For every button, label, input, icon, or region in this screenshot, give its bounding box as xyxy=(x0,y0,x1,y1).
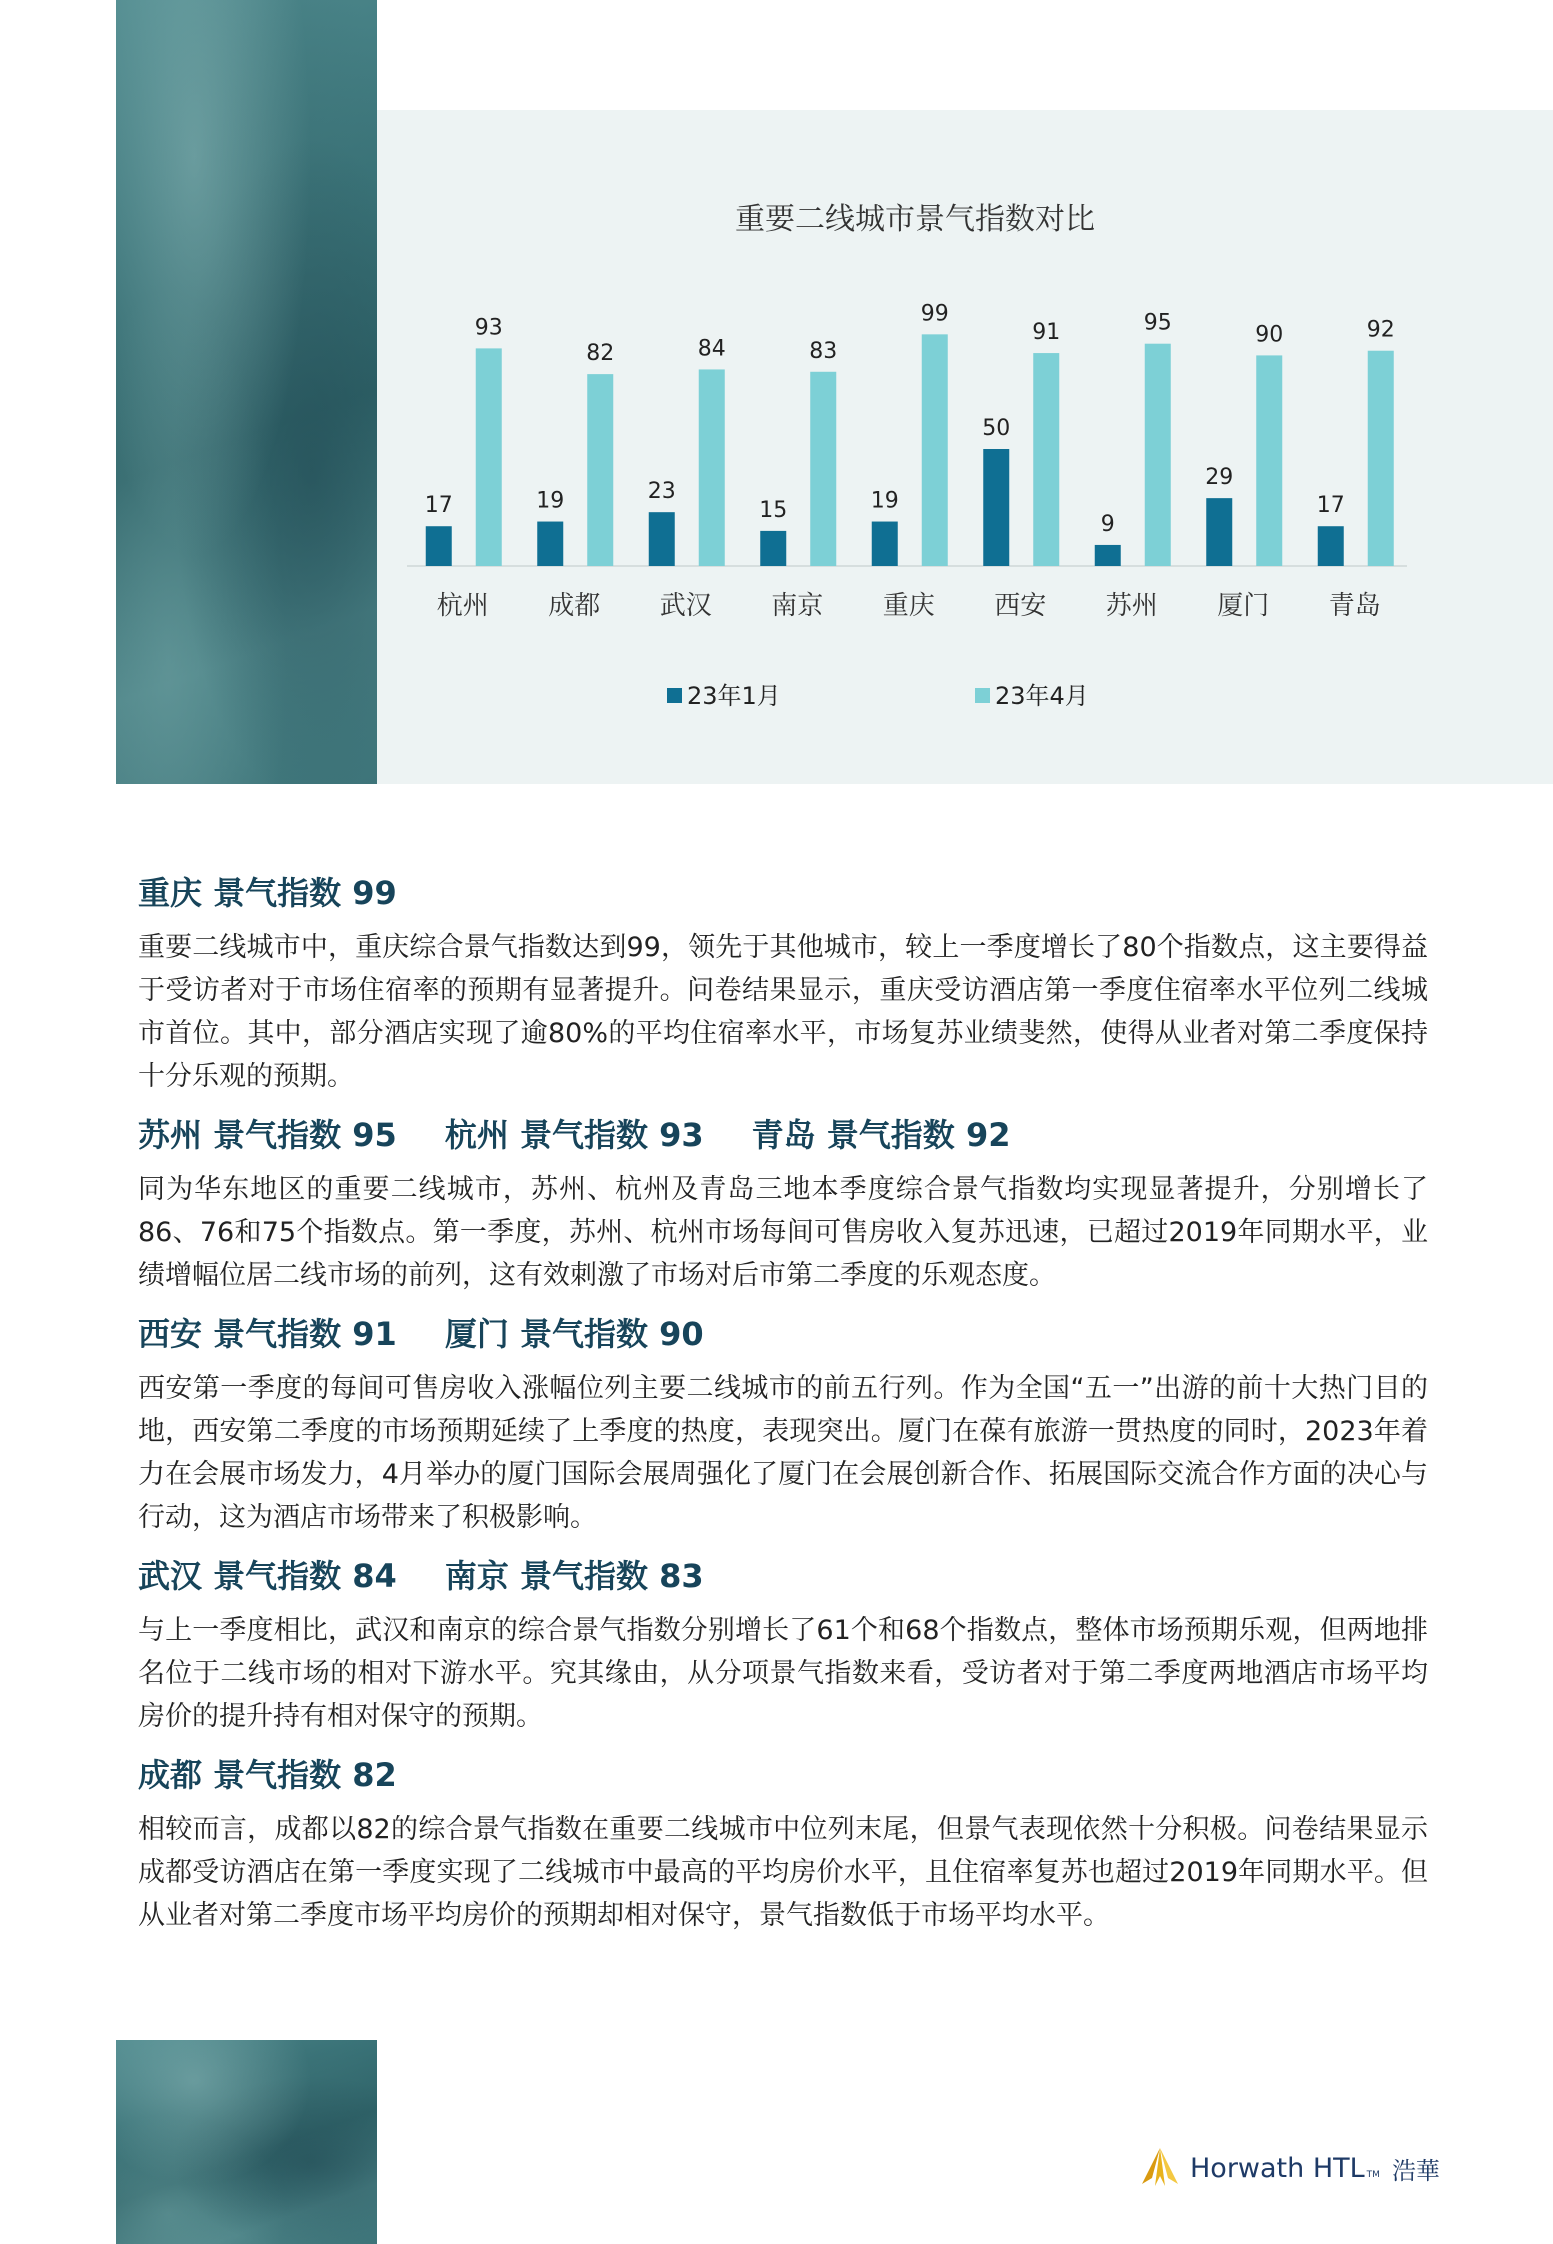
horwath-htl-logo xyxy=(1138,2146,1440,2190)
category-label: 厦门 xyxy=(1217,591,1270,621)
bar-jan xyxy=(537,522,563,566)
heading-nanjing: 南京 景气指数 83 xyxy=(444,1557,704,1595)
heading-hangzhou: 杭州 景气指数 93 xyxy=(444,1116,704,1154)
heading-wuhan: 武汉 景气指数 84 xyxy=(138,1557,397,1595)
section-heading xyxy=(138,1750,1428,1800)
heading-suzhou: 苏州 景气指数 95 xyxy=(138,1116,397,1154)
data-label: 19 xyxy=(870,488,899,514)
section-wuhan-nanjing xyxy=(138,1551,1428,1738)
bar-apr xyxy=(1145,344,1171,566)
bar-apr xyxy=(922,334,948,566)
section-heading xyxy=(138,868,1428,918)
section-heading xyxy=(138,1309,1428,1359)
section-paragraph-chongqing: 重要二线城市中，重庆综合景气指数达到99，领先于其他城市，较上一季度增长了80个指数点，这主要得益于受访者对于市场住宿率的预期有显著提升。问卷结果显示，重庆受访酒店第一季度住宿率水平位列二线城市首位。其中，部分酒店实现了逾80%的平均住宿率水平，市场复苏业绩斐然，使得从业者对第二季度保持十分乐观的预期。 xyxy=(138,932,1428,1092)
section-paragraph-suzhou-hangzhou-qingdao: 同为华东地区的重要二线城市，苏州、杭州及青岛三地本季度综合景气指数均实现显著提升，分别增长了86、76和75个指数点。第一季度，苏州、杭州市场每间可售房收入复苏迅速，已超过2019年同期水平，业绩增幅位居二线市场的前列，这有效刺激了市场对后市第二季度的乐观态度。 xyxy=(138,1174,1428,1291)
data-label: 95 xyxy=(1143,310,1172,336)
heading-xian: 西安 景气指数 91 xyxy=(138,1315,397,1353)
data-label: 90 xyxy=(1255,322,1284,348)
data-label: 29 xyxy=(1205,465,1234,491)
article-content xyxy=(138,868,1428,1949)
data-label: 83 xyxy=(809,338,838,364)
category-label: 苏州 xyxy=(1105,591,1158,621)
bar-jan xyxy=(983,449,1009,566)
category-label: 西安 xyxy=(994,591,1047,621)
legend-swatch xyxy=(975,688,990,703)
logo-text: Horwath HTL xyxy=(1190,2152,1365,2184)
category-label: 成都 xyxy=(548,591,601,621)
data-label: 99 xyxy=(920,301,949,327)
bar-apr xyxy=(1033,353,1059,566)
chart-legend xyxy=(667,682,1089,710)
chart-title: 重要二线城市景气指数对比 xyxy=(735,202,1095,237)
bar-apr xyxy=(587,374,613,566)
section-suzhou-hangzhou-qingdao xyxy=(138,1110,1428,1297)
bar-jan xyxy=(1206,498,1232,566)
data-label: 84 xyxy=(697,336,726,362)
data-label: 50 xyxy=(982,416,1011,441)
bar-apr xyxy=(1256,355,1282,566)
data-label: 23 xyxy=(647,479,676,505)
data-label: 17 xyxy=(424,493,453,519)
data-label: 82 xyxy=(586,341,615,367)
data-label: 17 xyxy=(1316,493,1345,519)
bar-jan xyxy=(1095,545,1121,566)
category-label: 杭州 xyxy=(436,591,489,621)
section-paragraph-wuhan-nanjing: 与上一季度相比，武汉和南京的综合景气指数分别增长了61个和68个指数点，整体市场预期乐观，但两地排名位于二线市场的相对下游水平。究其缘由，从分项景气指数来看，受访者对于第二季度两地酒店市场平均房价的提升持有相对保守的预期。 xyxy=(138,1615,1428,1732)
data-label: 93 xyxy=(474,315,503,341)
legend-swatch xyxy=(667,688,682,703)
data-label: 15 xyxy=(759,497,788,523)
bar-jan xyxy=(649,512,675,566)
data-label: 92 xyxy=(1366,317,1395,343)
category-label: 武汉 xyxy=(659,591,712,621)
data-label: 19 xyxy=(536,488,565,514)
category-label: 南京 xyxy=(771,591,824,621)
section-heading xyxy=(138,1551,1428,1601)
section-chengdu xyxy=(138,1750,1428,1937)
logo-tm: TM xyxy=(1366,2170,1380,2180)
legend-label: 23年1月 xyxy=(687,682,781,710)
decorative-texture-top xyxy=(116,0,377,784)
logo-chinese-name: 浩華 xyxy=(1391,2156,1440,2185)
horwath-star-icon xyxy=(1138,2146,1182,2190)
bar-jan xyxy=(872,522,898,566)
city-index-chart xyxy=(377,110,1553,784)
bar-jan xyxy=(426,526,452,566)
category-label: 青岛 xyxy=(1328,591,1381,621)
section-heading xyxy=(138,1110,1428,1160)
data-label: 91 xyxy=(1032,320,1061,346)
data-label: 9 xyxy=(1100,511,1115,537)
legend-label: 23年4月 xyxy=(995,682,1089,710)
section-paragraph-xian-xiamen: 西安第一季度的每间可售房收入涨幅位列主要二线城市的前五行列。作为全国“五一”出游的前十大热门目的地，西安第二季度的市场预期延续了上季度的热度，表现突出。厦门在葆有旅游一贯热度的同时，2023年着力在会展市场发力，4月举办的厦门国际会展周强化了厦门在会展创新合作、拓展国际交流合作方面的决心与行动，这为酒店市场带来了积极影响。 xyxy=(138,1373,1428,1533)
bar-apr xyxy=(476,348,502,566)
bar-apr xyxy=(810,372,836,566)
heading-xiamen: 厦门 景气指数 90 xyxy=(444,1315,704,1353)
heading-chengdu: 成都 景气指数 82 xyxy=(138,1756,397,1794)
section-chongqing xyxy=(138,868,1428,1098)
section-xian-xiamen xyxy=(138,1309,1428,1539)
section-paragraph-chengdu: 相较而言，成都以82的综合景气指数在重要二线城市中位列末尾，但景气表现依然十分积极。问卷结果显示成都受访酒店在第一季度实现了二线城市中最高的平均房价水平，且住宿率复苏也超过2019年同期水平。但从业者对第二季度市场平均房价的预期却相对保守，景气指数低于市场平均水平。 xyxy=(138,1814,1428,1931)
bar-jan xyxy=(760,531,786,566)
heading-qingdao: 青岛 景气指数 92 xyxy=(751,1116,1011,1154)
bar-jan xyxy=(1318,526,1344,566)
decorative-texture-bottom xyxy=(116,2040,377,2244)
heading-chongqing: 重庆 景气指数 99 xyxy=(138,874,397,912)
bar-apr xyxy=(699,369,725,566)
bar-apr xyxy=(1368,351,1394,566)
category-label: 重庆 xyxy=(882,591,935,621)
